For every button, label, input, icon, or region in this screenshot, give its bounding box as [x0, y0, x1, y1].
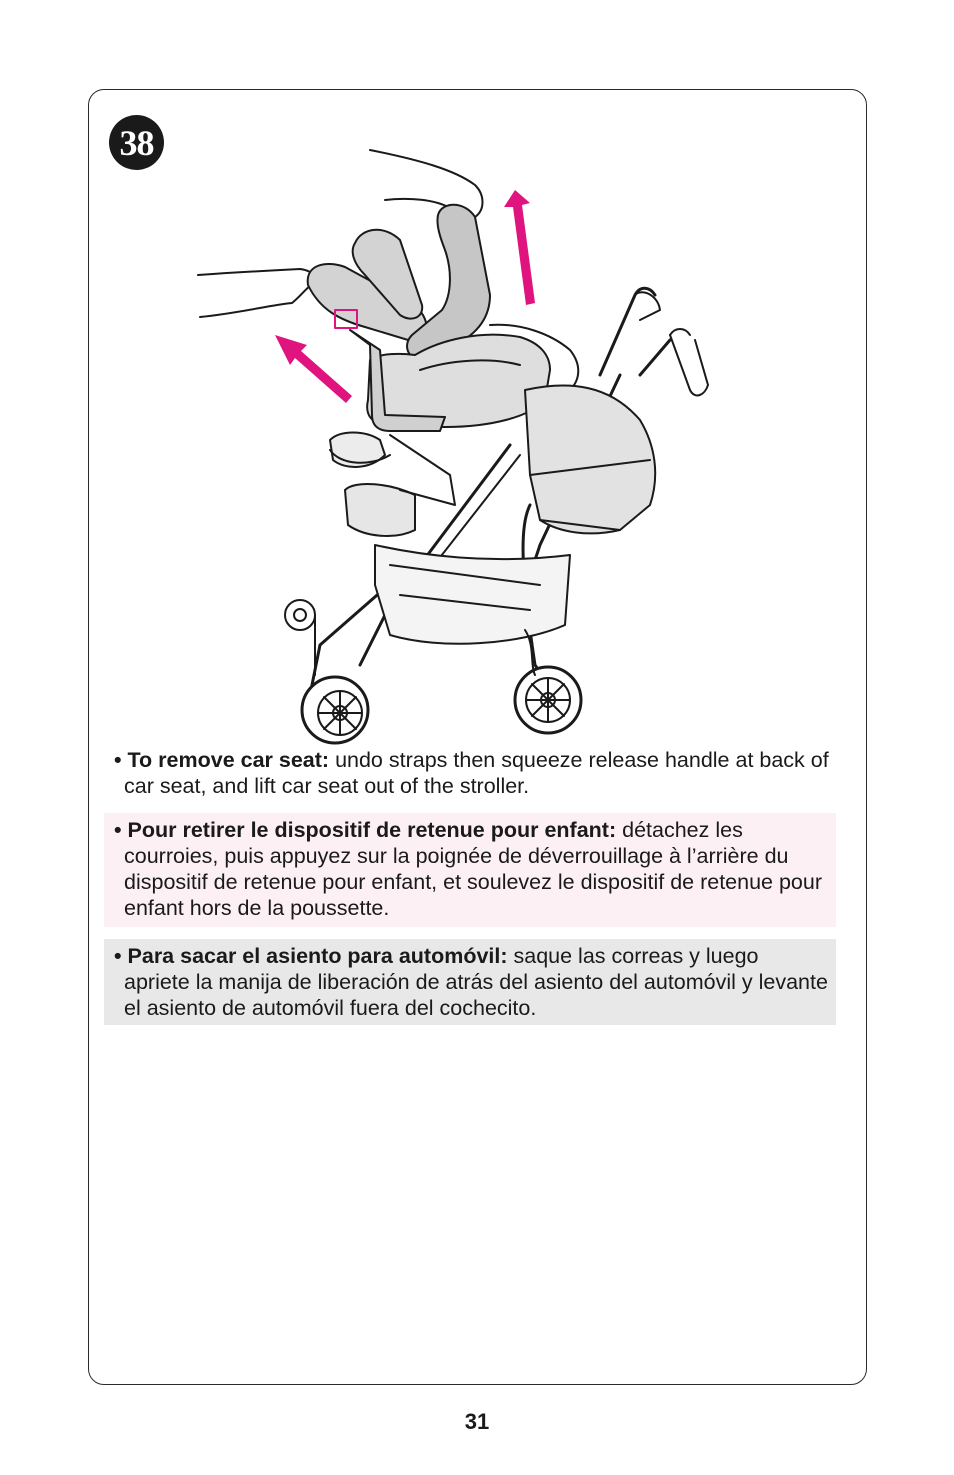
instruction-french [104, 813, 836, 927]
instruction-heading: Para sacar el asiento para automóvil: [127, 944, 508, 968]
page-number: 31 [464, 1409, 490, 1434]
bullet: • [114, 818, 122, 842]
bullet: • [114, 944, 122, 968]
lower-arm-icon [198, 269, 318, 287]
step-number: 38 [119, 122, 154, 163]
instruction-heading: To remove car seat: [127, 748, 330, 772]
release-arrow-icon [275, 335, 352, 403]
instruction-text: saque las correas y luego apriete la manija de liberación de atrás del asiento del automóvil y levante el asiento de automóvil fuera del cochecito. [124, 944, 828, 1020]
instruction-text: détachez les courroies, puis appuyez sur la poignée de déverrouillage à l’arrière du dispositif de retenue pour enfant, et soulevez le dispositif de retenue pour enfant hors de la poussette. [124, 818, 823, 920]
lift-arrow-icon [504, 190, 535, 305]
instruction-english [104, 747, 836, 799]
instruction-text: undo straps then squeeze release handle at back of car seat, and lift car seat out of the stroller. [124, 748, 829, 798]
instruction-spanish [104, 939, 836, 1025]
stroller-car-seat-illustration [190, 145, 730, 745]
step-number-badge [109, 115, 164, 170]
instruction-heading: Pour retirer le dispositif de retenue pour enfant: [127, 818, 617, 842]
bullet: • [114, 748, 122, 772]
